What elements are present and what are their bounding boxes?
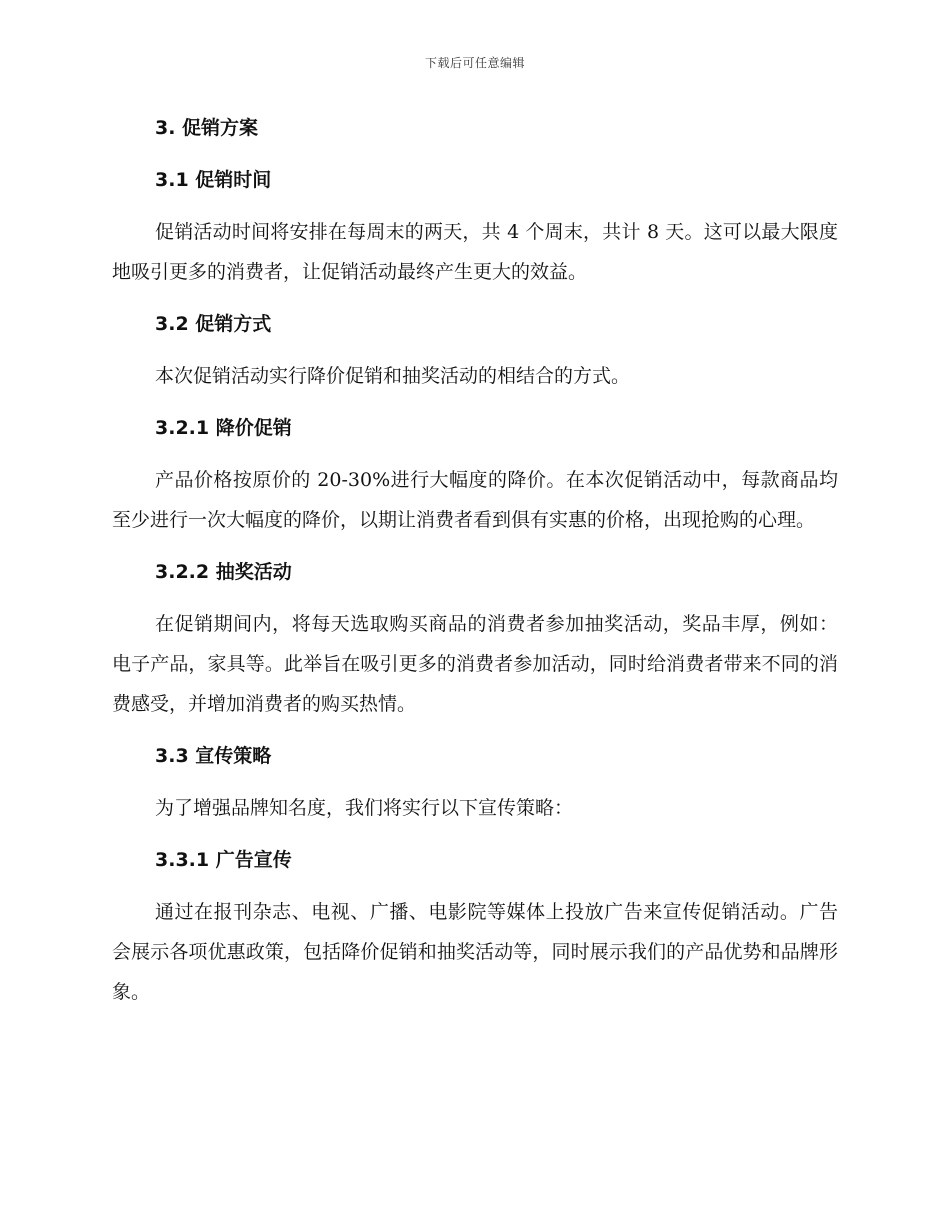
document-body [112,108,838,1024]
paragraph-promo-time: 促销活动时间将安排在每周末的两天，共 4 个周末，共计 8 天。这可以最大限度地吸引更多的消费者，让促销活动最终产生更大的效益。 [112,221,838,283]
section-heading-3-3: 3.3 宣传策略 [155,745,272,767]
paragraph-advertising: 通过在报刊杂志、电视、广播、电影院等媒体上投放广告来宣传促销活动。广告会展示各项优惠政策，包括降价促销和抽奖活动等，同时展示我们的产品优势和品牌形象。 [112,901,838,1003]
section-heading-3-2-2: 3.2.2 抽奖活动 [155,561,292,583]
section-heading-3-2-1: 3.2.1 降价促销 [155,417,292,439]
paragraph-promo-method: 本次促销活动实行降价促销和抽奖活动的相结合的方式。 [155,365,631,387]
paragraph-publicity-intro: 为了增强品牌知名度，我们将实行以下宣传策略： [155,797,574,819]
section-heading-3-3-1: 3.3.1 广告宣传 [155,849,292,871]
page-header: 下载后可任意编辑 [424,56,525,70]
section-heading-3: 3. 促销方案 [155,117,259,139]
section-heading-3-1: 3.1 促销时间 [155,169,272,191]
section-heading-3-2: 3.2 促销方式 [155,313,272,335]
paragraph-lottery: 在促销期间内，将每天选取购买商品的消费者参加抽奖活动，奖品丰厚，例如：电子产品，家具等。此举旨在吸引更多的消费者参加活动，同时给消费者带来不同的消费感受，并增加消费者的购买热情。 [112,613,838,715]
paragraph-price-cut: 产品价格按原价的 20-30%进行大幅度的降价。在本次促销活动中，每款商品均至少进行一次大幅度的降价，以期让消费者看到俱有实惠的价格，出现抢购的心理。 [112,469,838,531]
